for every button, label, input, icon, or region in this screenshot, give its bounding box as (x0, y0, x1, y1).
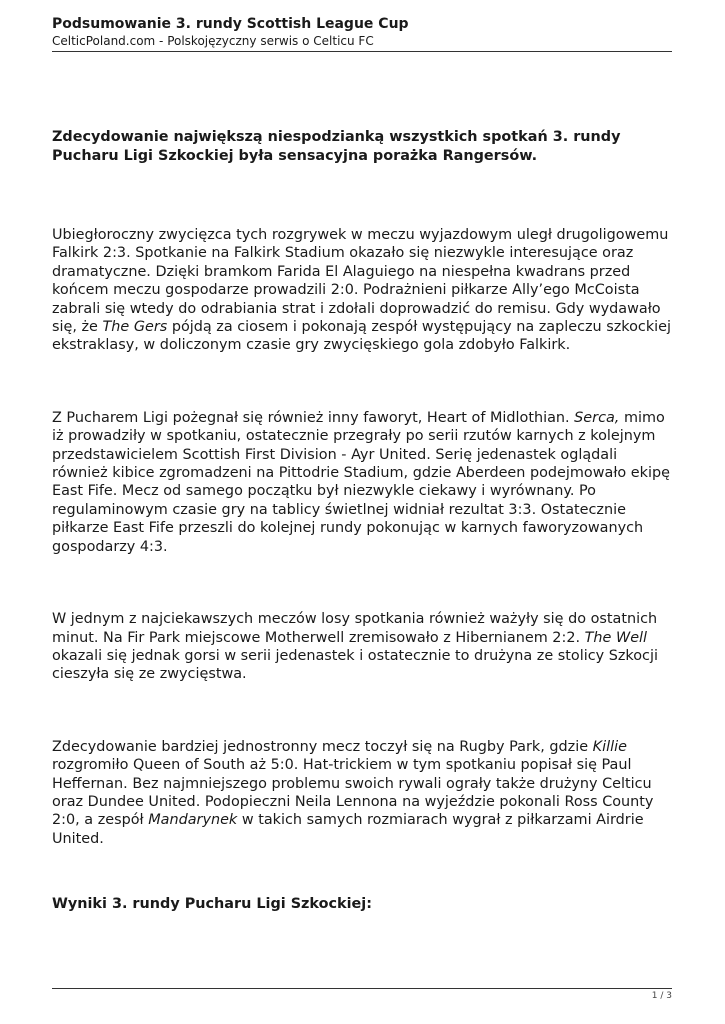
page-header (52, 16, 672, 49)
paragraph-2-emphasis: Serca, (574, 409, 620, 426)
paragraph-2-text-a: Z Pucharem Ligi pożegnał się również inny faworyt, Heart of Midlothian. (52, 409, 575, 426)
paragraph-1 (52, 226, 674, 355)
article-body (52, 128, 674, 912)
footer-divider (52, 988, 672, 989)
paragraph-1-emphasis: The Gers (102, 319, 168, 336)
header-divider (52, 51, 672, 52)
paragraph-3 (52, 610, 674, 684)
paragraph-3-text-b: okazali się jednak gorsi w serii jedenastek i ostatecznie to drużyna ze stolicy Szkocji cieszyła się ze zwycięstwa. (52, 647, 658, 683)
paragraph-4-emphasis-2: Mandarynek (148, 812, 238, 829)
site-subtitle: CelticPoland.com - Polskojęzyczny serwis o Celticu FC (52, 34, 374, 48)
paragraph-3-emphasis: The Well (584, 629, 648, 646)
page-number: 1 / 3 (651, 991, 672, 1001)
paragraph-4-text-c: w takich samych rozmiarach wygrał z piłkarzami Airdrie United. (52, 812, 644, 847)
document-title: Podsumowanie 3. rundy Scottish League Cup (52, 16, 409, 32)
paragraph-4-text-a: Zdecydowanie bardziej jednostronny mecz toczył się na Rugby Park, gdzie (52, 738, 593, 755)
paragraph-3-text-a: W jednym z najciekawszych meczów losy spotkania również ważyły się do ostatnich minut. Na Fir Park miejscowe Motherwell zremisowało z Hibernianem 2:2. (52, 611, 658, 646)
paragraph-1-text-b: pójdą za ciosem i pokonają zespół występujący na zapleczu szkockiej ekstraklasy, w doliczonym czasie gry zwycięskiego gola zdobyło Falkirk. (52, 319, 672, 354)
paragraph-4 (52, 738, 674, 848)
article-lead: Zdecydowanie największą niespodzianką wszystkich spotkań 3. rundy Pucharu Ligi Szkockiej była sensacyjna porażka Rangersów. (52, 129, 621, 164)
paragraph-2-text-b: mimo iż prowadziły w spotkaniu, ostatecznie przegrały po serii rzutów karnych z kolejnym przedstawicielem Scottish First Division - Ayr United. Serię jedenastek oglądali również kibice zgromadzeni na Pittodrie Stadium, gdzie Aberdeen podejmowało ekipę East Fife. Mecz od samego początku był niezwykle ciekawy i wyrównany. Po regulaminowym czasie gry na tablicy świetlnej widniał rezultat 3:3. Ostatecznie piłkarze East Fife przeszli do kolejnej rundy pokonując w karnych faworyzowanych gospodarzy 4:3. (52, 409, 670, 555)
results-heading: Wyniki 3. rundy Pucharu Ligi Szkockiej: (52, 896, 372, 912)
paragraph-1-text-a: Ubiegłoroczny zwycięzca tych rozgrywek w meczu wyjazdowym uległ drugoligowemu Falkirk 2:3. Spotkanie na Falkirk Stadium okazało się niezwykle interesujące oraz dramatyczne. Dzięki bramkom Farida El Alaguiego na niespełna kwadrans przed końcem meczu gospodarze prowadzili 2:0. Podrażnieni piłkarze Ally’ego McCoista zabrali się wtedy do odrabiania strat i zdołali doprowadzić do remisu. Gdy wydawało się, że (52, 227, 669, 336)
paragraph-2 (52, 409, 674, 556)
paragraph-4-text-b: rozgromiło Queen of South aż 5:0. Hat-trickiem w tym spotkaniu popisał się Paul Heffernan. Bez najmniejszego problemu swoich rywali ograły także drużyny Celticu oraz Dundee United. Podopieczni Neila Lennona na wyjeździe pokonali Ross County 2:0, a zespół (52, 757, 654, 829)
paragraph-4-emphasis-1: Killie (592, 738, 627, 755)
